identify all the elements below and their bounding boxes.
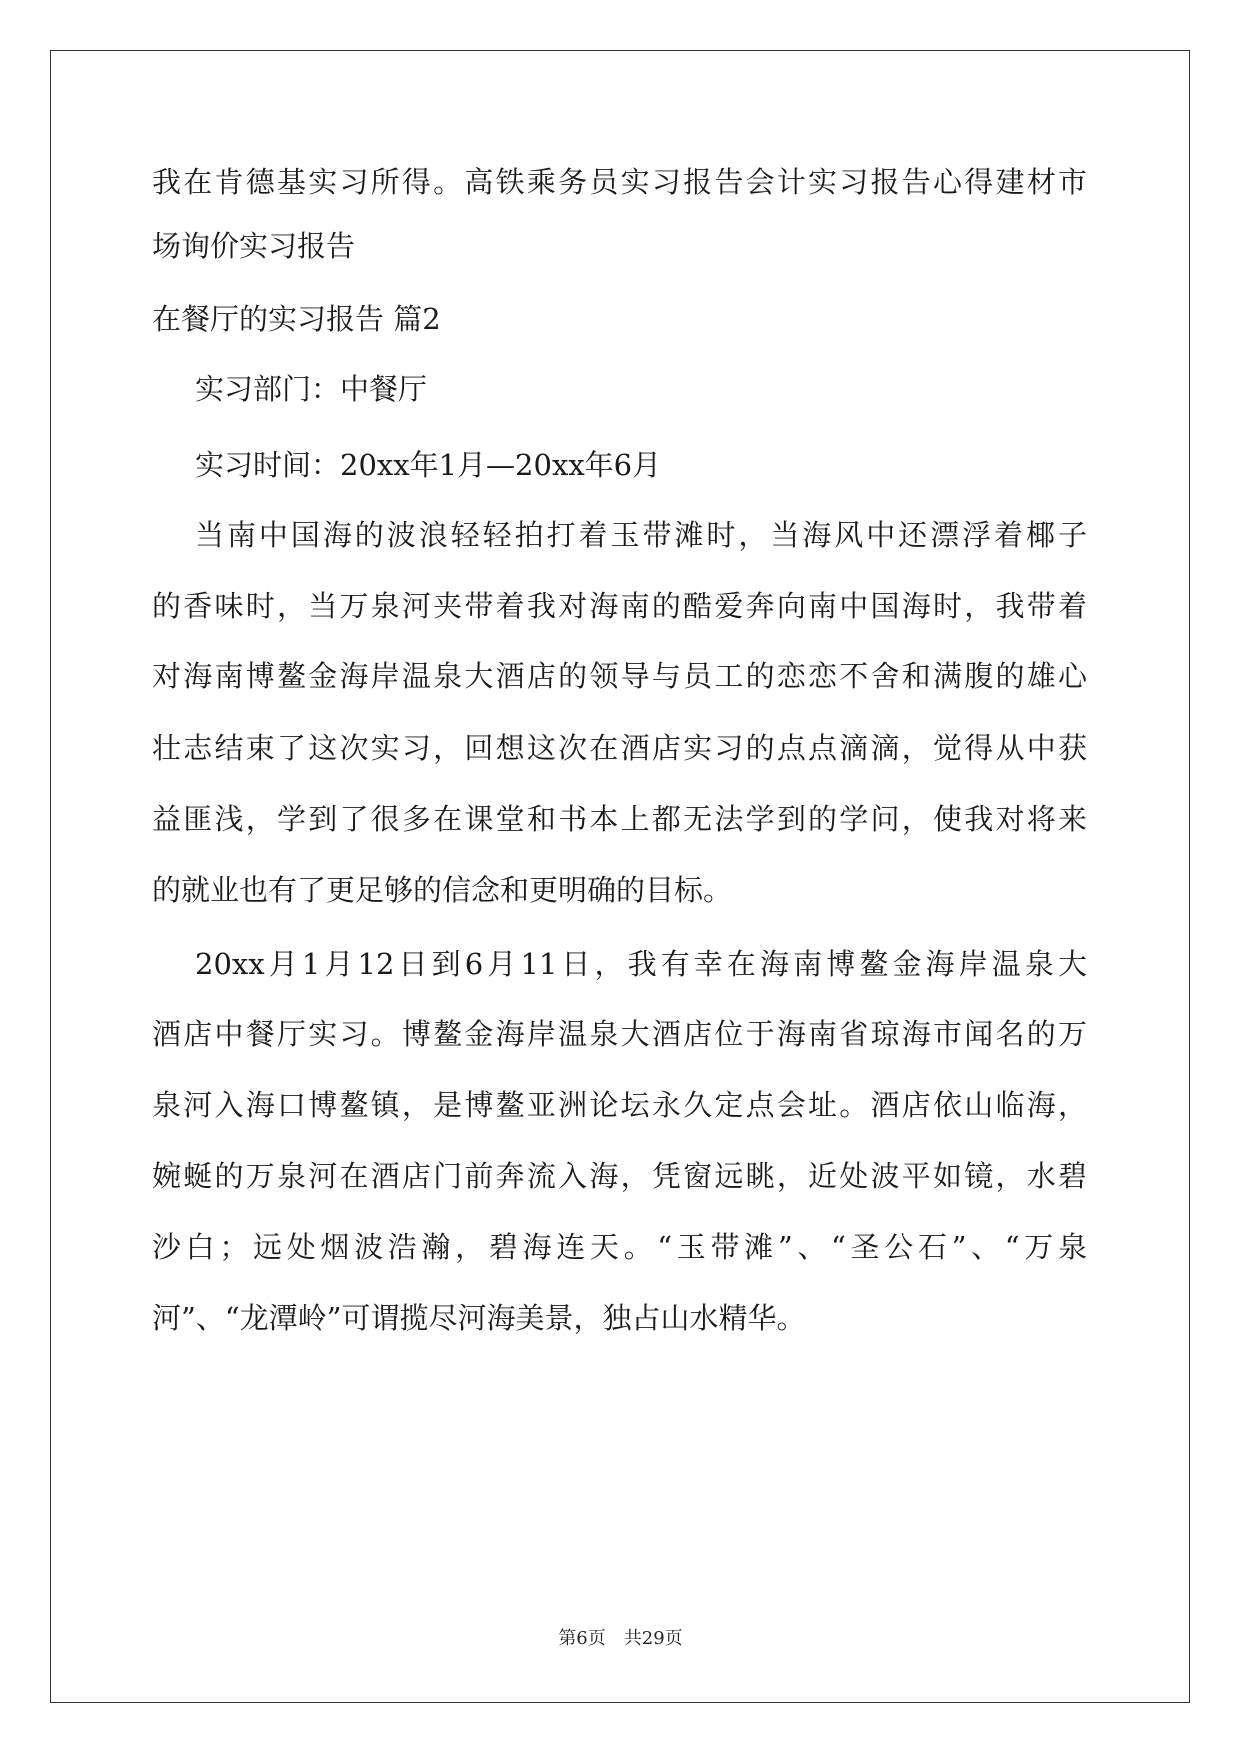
paragraph-line: 婉蜒的万泉河在酒店门前奔流入海，凭窗远眺，近处波平如镜，水碧: [152, 1159, 1087, 1193]
field-department: 实习部门：中餐厅: [195, 372, 428, 406]
paragraph-line: 泉河入海口博鳌镇，是博鳌亚洲论坛永久定点会址。酒店依山临海，: [152, 1088, 1087, 1122]
paragraph-line: 我在肯德基实习所得。高铁乘务员实习报告会计实习报告心得建材市: [152, 165, 1087, 199]
paragraph-line: 的香味时，当万泉河夹带着我对海南的酷爱奔向南中国海时，我带着: [152, 589, 1087, 623]
paragraph-line: 河”、“龙潭岭”可谓揽尽河海美景，独占山水精华。: [152, 1301, 806, 1335]
paragraph-line: 对海南博鳌金海岸温泉大酒店的领导与员工的恋恋不舍和满腹的雄心: [152, 659, 1087, 693]
paragraph-line: 益匪浅，学到了很多在课堂和书本上都无法学到的学问，使我对将来: [152, 802, 1087, 836]
paragraph-line: 壮志结束了这次实习，回想这次在酒店实习的点点滴滴，觉得从中获: [152, 731, 1087, 765]
paragraph-line: 当南中国海的波浪轻轻拍打着玉带滩时，当海风中还漂浮着椰子: [195, 518, 1087, 552]
paragraph-line: 沙白；远处烟波浩瀚，碧海连天。“玉带滩”、“圣公石”、“万泉: [152, 1230, 1087, 1264]
paragraph-line: 的就业也有了更足够的信念和更明确的目标。: [152, 873, 733, 907]
field-duration: 实习时间：20xx年1月—20xx年6月: [195, 448, 662, 482]
paragraph-line: 酒店中餐厅实习。博鳌金海岸温泉大酒店位于海南省琼海市闻名的万: [152, 1017, 1087, 1051]
paragraph-line: 场询价实习报告: [152, 229, 356, 263]
section-heading: 在餐厅的实习报告 篇2: [152, 302, 441, 336]
paragraph-line: 20xx月1月12日到6月11日，我有幸在海南博鳌金海岸温泉大: [195, 947, 1087, 981]
page-number-footer: 第6页 共29页: [558, 1628, 683, 1649]
